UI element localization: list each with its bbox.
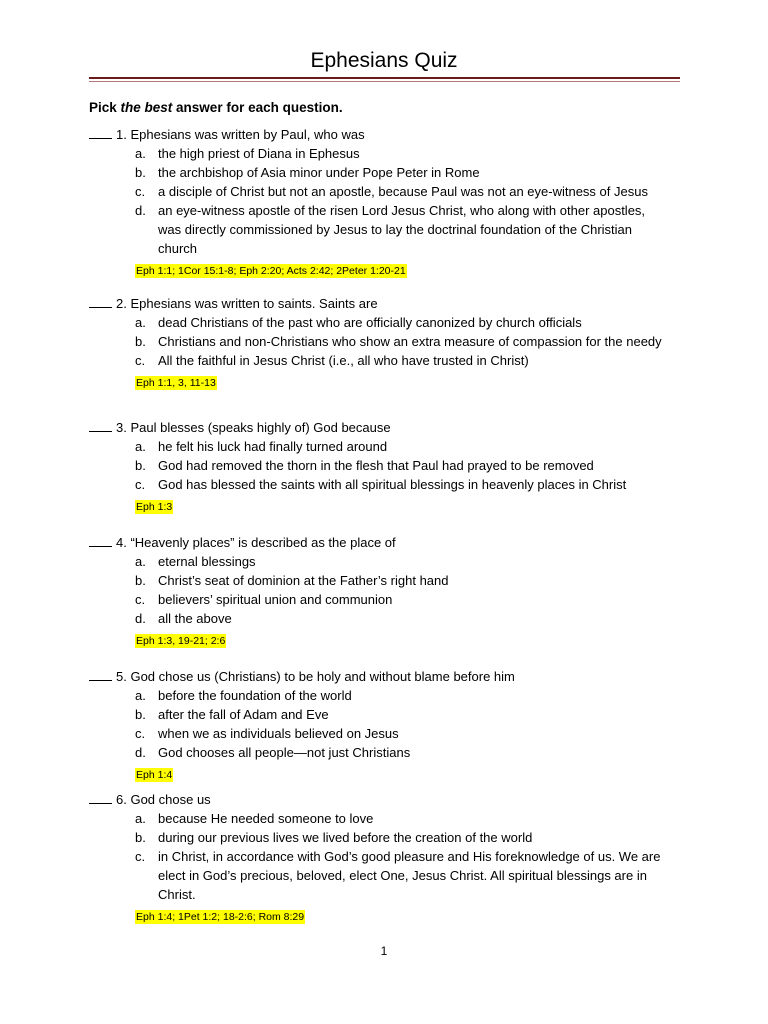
scripture-reference: Eph 1:1, 3, 11-13 [136, 377, 216, 389]
option-b: b. after the fall of Adam and Eve [135, 707, 329, 722]
answer-blank[interactable] [89, 419, 112, 432]
question-3 [89, 418, 689, 515]
question-prompt: 6. God chose us [116, 792, 211, 807]
option-a: a. eternal blessings [135, 554, 256, 569]
option-b: b. the archbishop of Asia minor under Pope Peter in Rome [135, 165, 480, 180]
question-prompt: 2. Ephesians was written to saints. Saints are [116, 296, 378, 311]
option-d: d. all the above [135, 611, 232, 626]
answer-blank[interactable] [89, 791, 112, 804]
answer-blank[interactable] [89, 126, 112, 139]
question-prompt: 1. Ephesians was written by Paul, who was [116, 127, 365, 142]
question-1 [89, 125, 689, 279]
scripture-reference: Eph 1:4 [136, 769, 173, 781]
scripture-reference: Eph 1:4; 1Pet 1:2; 18-2:6; Rom 8:29 [136, 911, 305, 923]
question-prompt: 5. God chose us (Christians) to be holy and without blame before him [116, 669, 515, 684]
title-rule-thin [89, 81, 680, 82]
option-d: d. God chooses all people—not just Christians [135, 745, 411, 760]
option-c: c. when we as individuals believed on Jesus [135, 726, 399, 741]
option-a: a. because He needed someone to love [135, 811, 374, 826]
scripture-reference: Eph 1:1; 1Cor 15:1-8; Eph 2:20; Acts 2:42; 2Peter 1:20-21 [136, 265, 406, 277]
answer-blank[interactable] [89, 668, 112, 681]
option-b: b. Christians and non-Christians who show an extra measure of compassion for the needy [135, 334, 662, 349]
option-a: a. the high priest of Diana in Ephesus [135, 146, 360, 161]
option-c: c. God has blessed the saints with all spiritual blessings in heavenly places in Christ [135, 477, 627, 492]
option-a: a. he felt his luck had finally turned around [135, 439, 388, 454]
option-b: b. Christ’s seat of dominion at the Father’s right hand [135, 573, 449, 588]
scripture-reference: Eph 1:3, 19-21; 2:6 [136, 635, 226, 647]
page-title: Ephesians Quiz [310, 49, 458, 72]
scripture-reference: Eph 1:3 [136, 501, 173, 513]
option-c: c. in Christ, in accordance with God’s good pleasure and His foreknowledge of us. We are elect in God’s precious, beloved, elect One, Jesus Christ. All spiritual blessings are in Christ. [135, 849, 661, 902]
option-c: c. All the faithful in Jesus Christ (i.e., all who have trusted in Christ) [135, 353, 529, 368]
page-number: 1 [380, 944, 388, 958]
option-a: a. dead Christians of the past who are officially canonized by church officials [135, 315, 582, 330]
question-prompt: 3. Paul blesses (speaks highly of) God because [116, 420, 391, 435]
question-5 [89, 667, 689, 783]
option-b: b. God had removed the thorn in the flesh that Paul had prayed to be removed [135, 458, 594, 473]
option-c: c. a disciple of Christ but not an apostle, because Paul was not an eye-witness of Jesus [135, 184, 648, 199]
option-a: a. before the foundation of the world [135, 688, 352, 703]
answer-blank[interactable] [89, 534, 112, 547]
question-4 [89, 533, 689, 649]
option-c: c. believers’ spiritual union and communion [135, 592, 393, 607]
question-prompt: 4. “Heavenly places” is described as the place of [116, 535, 396, 550]
question-2 [89, 294, 689, 391]
answer-blank[interactable] [89, 295, 112, 308]
option-b: b. during our previous lives we lived before the creation of the world [135, 830, 533, 845]
title-rule [89, 77, 680, 79]
option-d: d. an eye-witness apostle of the risen Lord Jesus Christ, who along with other apostles, was directly commissioned by Jesus to lay the doctrinal foundation of the Christian church [135, 203, 646, 256]
question-6 [89, 790, 689, 925]
instructions-emphasis: the best [120, 100, 173, 115]
instructions: Pick the best answer for each question. [89, 100, 343, 115]
